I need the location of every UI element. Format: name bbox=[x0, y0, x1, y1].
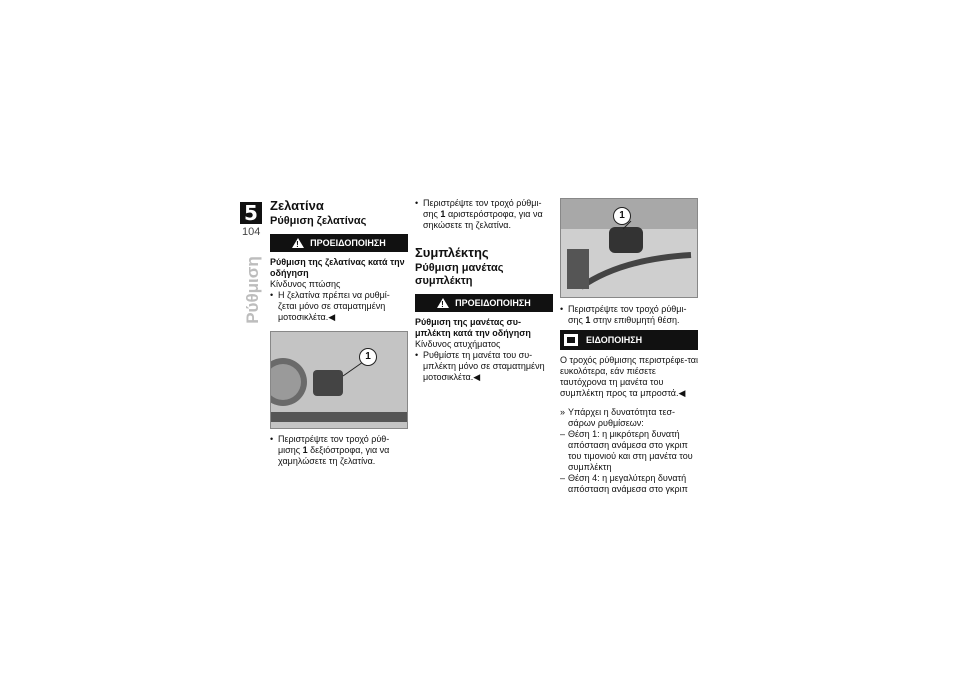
warning-subtitle: Κίνδυνος πτώσης bbox=[270, 279, 341, 289]
step-lower-windscreen bbox=[270, 434, 408, 467]
chapter-side-title bbox=[242, 250, 264, 330]
warning-bullet: • Ρυθμίστε τη μανέτα του συ-μπλέκτη μόνο σε σταματημένη μοτοσικλέτα.◀ bbox=[415, 350, 553, 383]
warning-label: ΠΡΟΕΙΔΟΠΟΙΗΣΗ bbox=[455, 297, 531, 308]
subsection-title-clutch: Ρύθμιση μανέτας συμπλέκτη bbox=[415, 262, 504, 287]
position-1-text: – Θέση 1: η μικρότερη δυνατή απόσταση ανάμεσα στο γκριπ του τιμονιού και στη μανέτα του συμπλέκτη bbox=[560, 429, 698, 473]
note-text: Ο τροχός ρύθμισης περιστρέφε-ται ευκολότερα, εάν πιέσετε ταυτόχρονα τη μανέτα του συμπλέκτη προς τα μπροστά.◀ bbox=[560, 355, 698, 398]
subsection-title-windscreen: Ρύθμιση ζελατίνας bbox=[270, 215, 367, 227]
warning-heading: Ρύθμιση της μανέτας συ-μπλέκτη κατά την οδήγηση bbox=[415, 317, 531, 338]
page-number: 104 bbox=[242, 226, 261, 238]
warning-bullet: • Η ζελατίνα πρέπει να ρυθμί-ζεται μόνο σε σταματημένη μοτοσικλέτα.◀ bbox=[270, 290, 408, 323]
note-label: ΕΙΔΟΠΟΙΗΣΗ bbox=[586, 334, 643, 345]
warning-subtitle: Κίνδυνος ατυχήματος bbox=[415, 339, 501, 349]
warning-heading: Ρύθμιση της ζελατίνας κατά την οδήγηση bbox=[270, 257, 405, 278]
step-text-a: Περιστρέψτε τον τροχό ρύθμι-σης bbox=[423, 198, 542, 219]
column-1 bbox=[270, 198, 408, 467]
photo-callout-1: 1 bbox=[613, 207, 631, 225]
step-text-b: αριστερόστροφα, για να σηκώσετε τη ζελατίνα. bbox=[423, 209, 543, 230]
position-4-text: – Θέση 4: η μεγαλύτερη δυνατή απόσταση ανάμεσα στο γκριπ bbox=[560, 473, 698, 495]
clutch-lever-photo bbox=[560, 198, 698, 298]
step-text-b: δεξιόστροφα, για να χαμηλώσετε τη ζελατίνα. bbox=[278, 445, 390, 466]
chapter-side-title-text: Ρύθμιση bbox=[243, 256, 262, 324]
note-banner bbox=[560, 330, 698, 350]
section-title-clutch: Συμπλέκτης bbox=[415, 245, 489, 260]
windscreen-photo bbox=[270, 331, 408, 429]
warning-banner bbox=[415, 294, 553, 312]
step-raise-windscreen bbox=[415, 198, 553, 231]
windscreen-photo-illustration bbox=[271, 332, 407, 428]
warning-label: ΠΡΟΕΙΔΟΠΟΙΗΣΗ bbox=[310, 237, 386, 248]
result-text: » Υπάρχει η δυνατότητα τεσ-σάρων ρυθμίσεων: bbox=[560, 407, 698, 429]
step-set-clutch-wheel bbox=[560, 304, 698, 326]
step-text-a: Περιστρέψτε τον τροχό ρύθ-μισης bbox=[278, 434, 390, 455]
section-title-windscreen: Ζελατίνα bbox=[270, 198, 324, 213]
column-3 bbox=[560, 198, 698, 495]
warning-banner bbox=[270, 234, 408, 252]
step-ref-number: 1 bbox=[302, 445, 308, 455]
step-text-b: στην επιθυμητή θέση. bbox=[592, 315, 680, 325]
note-hand-icon bbox=[564, 334, 578, 346]
step-ref-number: 1 bbox=[440, 209, 446, 219]
photo-callout-1: 1 bbox=[359, 348, 377, 366]
column-2 bbox=[415, 198, 553, 383]
step-text-a: Περιστρέψτε τον τροχό ρύθμι-σης bbox=[568, 304, 687, 325]
chapter-number: 5 bbox=[240, 202, 262, 224]
warning-triangle-icon bbox=[437, 298, 449, 308]
warning-triangle-icon bbox=[292, 238, 304, 248]
step-ref-number: 1 bbox=[585, 315, 591, 325]
